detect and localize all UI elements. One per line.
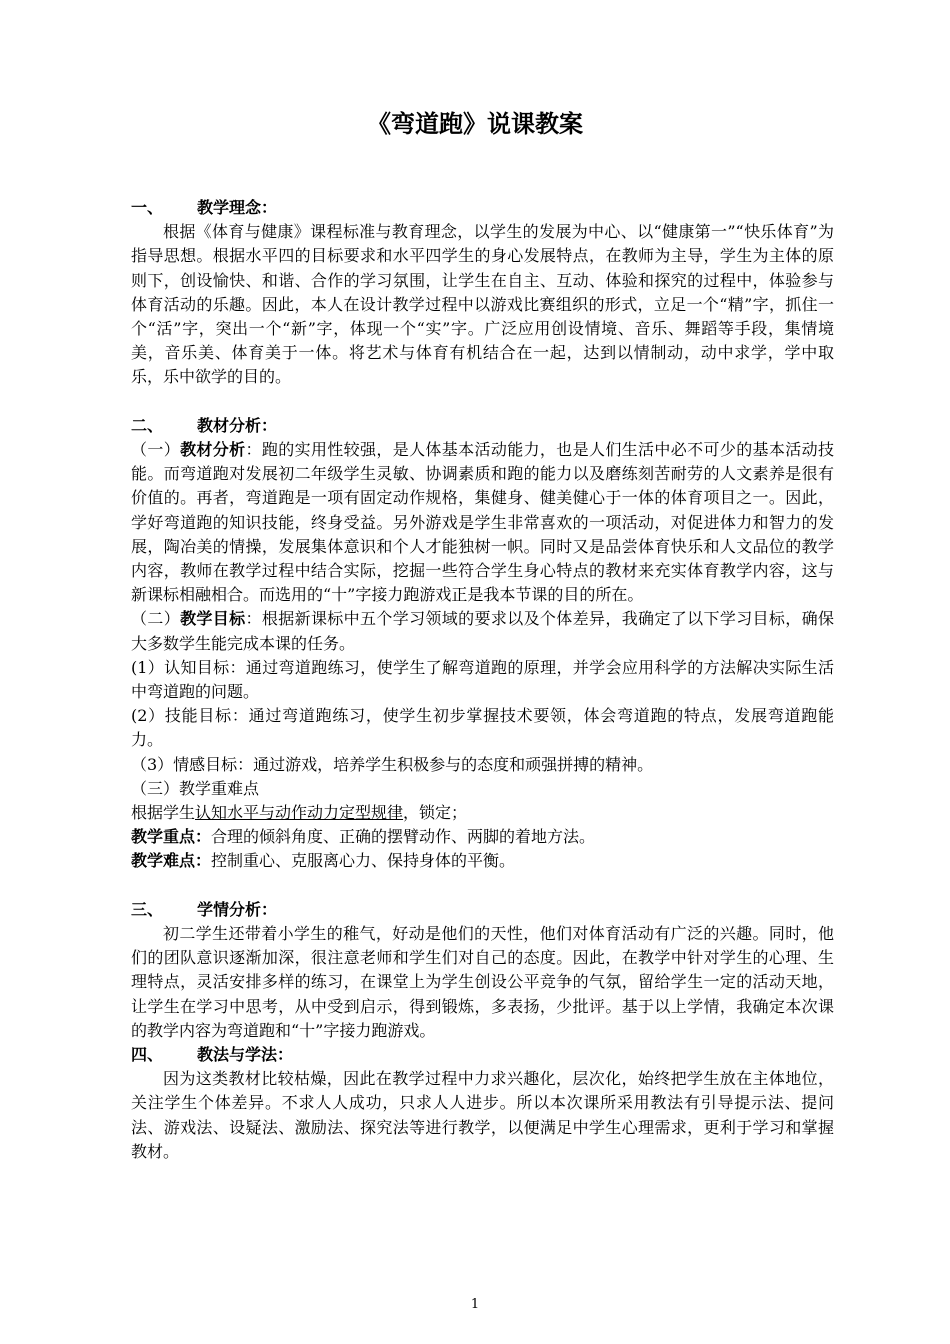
teaching-goals-prefix: （二）	[131, 609, 181, 629]
difficult-point-line	[131, 849, 834, 873]
section-4-number: 四、	[131, 1045, 164, 1065]
section-2-number: 二、	[131, 415, 164, 435]
section-3-paragraph: 初二学生还带着小学生的稚气，好动是他们的天性，他们对体育活动有广泛的兴趣。同时，他们的团队意识逐渐加深，很注意老师和学生们对自己的态度。因此，在教学中针对学生的心理、生理特点，灵活安排多样的练习，在课堂上为学生创设公平竞争的气氛，留给学生一定的活动天地，让学生在学习中思考，从中受到启示，得到锻炼，多表扬，少批评。基于以上学情，我确定本次课的教学内容为弯道跑和“十”字接力跑游戏。	[131, 924, 834, 1040]
difficult-point-text: 控制重心、克服离心力、保持身体的平衡。	[211, 851, 516, 871]
section-1-heading	[131, 196, 834, 220]
basis-suffix: ，锁定；	[403, 803, 468, 823]
difficult-point-label: 教学难点：	[131, 851, 212, 871]
material-analysis-prefix: （一）	[131, 440, 181, 460]
teaching-goals-paragraph	[131, 607, 834, 655]
section-4-heading	[131, 1043, 834, 1067]
section-3-heading	[131, 898, 834, 922]
basis-underlined: 认知水平与动作动力定型规律	[195, 803, 404, 823]
section-1-title: 教学理念：	[197, 198, 278, 217]
section-2-heading	[131, 414, 834, 438]
section-3-number: 三、	[131, 899, 164, 919]
section-4-title: 教法与学法：	[197, 1045, 294, 1065]
section-1-number: 一、	[131, 198, 164, 217]
goal-cognitive: (1）认知目标：通过弯道跑练习，使学生了解弯道跑的原理，并学会应用科学的方法解决实际生活中弯道跑的问题。	[131, 657, 834, 702]
material-analysis-paragraph	[131, 438, 834, 607]
section-1-paragraph: 根据《体育与健康》课程标准与教育理念，以学生的发展为中心、以“健康第一”“快乐体育”为指导思想。根据水平四的目标要求和水平四学生的身心发展特点，在教师为主导，学生为主体的原则下，创设愉快、和谐、合作的学习氛围，让学生在自主、互动、体验和探究的过程中，体验参与体育活动的乐趣。因此，本人在设计教学过程中以游戏比赛组织的形式，立足一个“精”字，抓住一个“活”字，突出一个“新”字，体现一个“实”字。广泛应用创设情境、音乐、舞蹈等手段，集情境美，音乐美、体育美于一体。将艺术与体育有机结合在一起，达到以情制动，动中求学，学中取乐，乐中欲学的目的。	[131, 222, 834, 387]
section-4-paragraph: 因为这类教材比较枯燥，因此在教学过程中力求兴趣化，层次化，始终把学生放在主体地位，关注学生个体差异。不求人人成功，只求人人进步。所以本次课所采用教法有引导提示法、提问法、游戏法、设疑法、激励法、探究法等进行教学，以便满足中学生心理需求，更利于学习和掌握教材。	[131, 1069, 834, 1161]
key-point-text: 合理的倾斜角度、正确的摆臂动作、两脚的着地方法。	[211, 827, 596, 847]
key-point-line	[131, 825, 834, 849]
teaching-goals-text: ：根据新课标中五个学习领域的要求以及个体差异，我确定了以下学习目标，确保大多数学生能完成本课的任务。	[131, 609, 834, 653]
goal-emotional: （3）情感目标：通过游戏，培养学生积极参与的态度和顽强拼搏的精神。	[131, 754, 654, 774]
key-difficult-basis	[131, 801, 834, 825]
page-number: 1	[470, 1297, 480, 1312]
key-point-label: 教学重点：	[131, 827, 212, 847]
document-body	[131, 196, 834, 1164]
section-2-title: 教材分析：	[197, 415, 278, 435]
spacer	[131, 390, 834, 414]
document-title: 《弯道跑》说课教案	[367, 109, 583, 138]
key-difficult-heading: （三）教学重难点	[131, 778, 260, 798]
teaching-goals-label: 教学目标	[180, 609, 246, 629]
goal-skill: (2）技能目标：通过弯道跑练习，使学生初步掌握技术要领，体会弯道跑的特点，发展弯道跑能力。	[131, 706, 834, 750]
basis-prefix: 根据学生	[131, 803, 196, 823]
material-analysis-text: ：跑的实用性较强，是人体基本活动能力，也是人们生活中必不可少的基本活动技能。而弯道跑对发展初二年级学生灵敏、协调素质和跑的能力以及磨练刻苦耐劳的人文素养是很有价值的。再者，弯道跑是一项有固定动作规格，集健身、健美健心于一体的体育项目之一。因此，学好弯道跑的知识技能，终身受益。另外游戏是学生非常喜欢的一项活动，对促进体力和智力的发展，陶冶美的情操，发展集体意识和个人才能独树一帜。同时又是品尝体育快乐和人文品位的教学内容，教师在教学过程中结合实际，挖掘一些符合学生身心特点的教材来充实体育教学内容，这与新课标相融相合。而选用的“十”字接力跑游戏正是我本节课的目的所在。	[131, 440, 834, 605]
material-analysis-label: 教材分析	[180, 440, 246, 460]
section-3-title: 学情分析：	[197, 899, 278, 919]
spacer	[131, 874, 834, 898]
